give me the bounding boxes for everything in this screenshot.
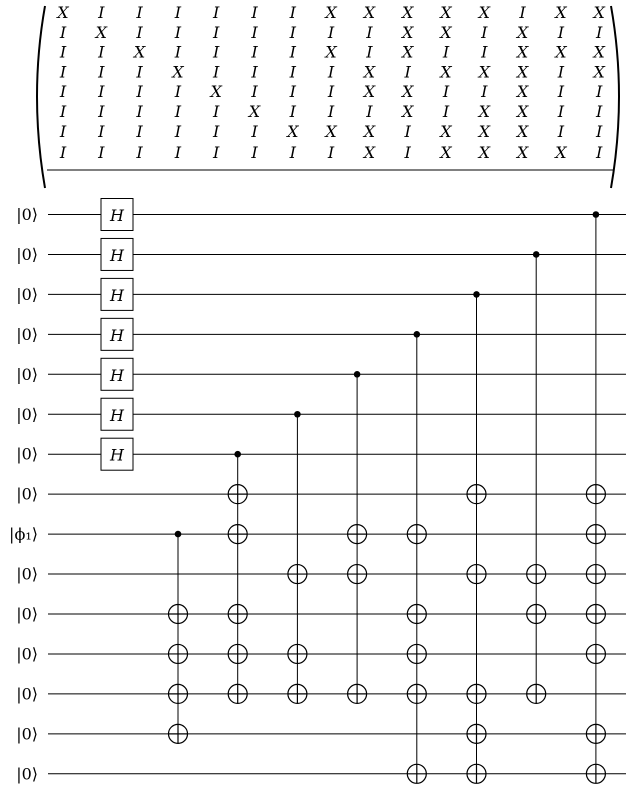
hadamard-gate [101, 318, 133, 350]
qubit-label: |0⟩ [16, 724, 38, 744]
matrix-cell: X [402, 42, 414, 62]
hadamard-label: H [110, 325, 124, 345]
matrix-cell: X [363, 62, 376, 82]
matrix-cell: I [251, 62, 258, 82]
matrix-cell: I [174, 42, 182, 62]
cnot-target [467, 485, 486, 504]
cnot-target [467, 764, 486, 783]
cnot-column [288, 411, 307, 703]
matrix-cell: I [136, 22, 143, 42]
hadamard-label: H [110, 285, 124, 305]
cnot-target [228, 485, 247, 504]
qubit-label: |0⟩ [16, 564, 38, 584]
matrix-cell: I [404, 62, 411, 82]
cnot-target [288, 565, 307, 584]
matrix-cell: I [404, 143, 411, 163]
matrix-cell: X [325, 3, 337, 22]
cnot-column [407, 331, 426, 783]
matrix-cell: X [593, 42, 605, 62]
matrix-cell: I [174, 102, 182, 121]
matrix-cell: I [481, 22, 488, 42]
matrix-cell: I [327, 62, 335, 82]
matrix-cell: I [557, 102, 565, 121]
hadamard-label: H [110, 365, 124, 385]
matrix-cell: I [136, 121, 143, 141]
cnot-target [586, 644, 605, 663]
matrix-cell: I [136, 3, 143, 22]
cnot-target [586, 605, 605, 624]
cnot-target [169, 644, 188, 663]
matrix-cell: X [555, 3, 567, 22]
matrix-cell: I [481, 82, 488, 102]
matrix-cell: I [59, 102, 67, 121]
cnot-target [228, 525, 247, 544]
cnot-target [348, 684, 367, 703]
matrix-cell: I [213, 121, 220, 141]
matrix-cell: I [136, 62, 143, 82]
matrix-cell: X [478, 3, 490, 22]
cnot-target [348, 565, 367, 584]
matrix-cell: I [557, 82, 565, 102]
matrix-cell: I [596, 22, 603, 42]
matrix-cell: X [440, 143, 452, 163]
quantum-circuit [9, 199, 626, 784]
cnot-target [467, 724, 486, 743]
matrix-cell: X [593, 62, 605, 82]
control-dot [414, 331, 421, 338]
matrix-cell: I [98, 82, 105, 102]
matrix-cell: I [98, 121, 105, 141]
matrix-cell: I [251, 22, 258, 42]
matrix-cell: X [440, 22, 452, 42]
matrix-cell: I [557, 22, 565, 42]
right-paren [611, 6, 619, 188]
cnot-target [586, 724, 605, 743]
cnot-target [527, 565, 546, 584]
cnot-target [288, 684, 307, 703]
matrix-cell: I [442, 82, 450, 102]
matrix-cell: X [478, 62, 490, 82]
matrix-cell: I [519, 3, 526, 22]
matrix-cell: X [402, 82, 414, 102]
cnot-target [169, 724, 188, 743]
cnot-target [586, 764, 605, 783]
matrix-cell: X [516, 143, 529, 163]
matrix-cell: X [516, 102, 529, 121]
cnot-target [169, 684, 188, 703]
qubit-label: |0⟩ [16, 284, 38, 304]
qubit-label: |0⟩ [16, 484, 38, 504]
cnot-target [407, 605, 426, 624]
matrix-cell: X [172, 62, 184, 82]
cnot-column [169, 531, 188, 744]
matrix-cell: X [325, 121, 337, 141]
matrix-cell: I [98, 102, 105, 121]
matrix-cell: I [251, 121, 258, 141]
matrix-cell: I [289, 62, 296, 82]
matrix-cell: I [251, 82, 258, 102]
matrix-cell: I [289, 42, 296, 62]
matrix-cell: I [289, 102, 296, 121]
matrix-cell: X [325, 42, 337, 62]
cnot-column [228, 451, 247, 704]
cnot-target [467, 684, 486, 703]
matrix-cell: I [174, 121, 182, 141]
matrix-cell: X [593, 3, 605, 22]
matrix-cell: I [557, 62, 565, 82]
qubit-label: |0⟩ [16, 364, 38, 384]
matrix-cell: X [210, 82, 222, 102]
cnot-target [407, 684, 426, 703]
cnot-target [586, 525, 605, 544]
matrix-cell: X [363, 143, 376, 163]
matrix-cell: I [136, 102, 143, 121]
matrix-cell: I [251, 42, 258, 62]
matrix-cell: I [174, 3, 182, 22]
matrix-cell: X [555, 143, 567, 163]
matrix-cell: I [442, 102, 450, 121]
cnot-target [407, 764, 426, 783]
matrix-cell: I [213, 3, 220, 22]
cnot-column [586, 211, 605, 783]
matrix-cell: X [478, 121, 490, 141]
cnot-target [228, 684, 247, 703]
cnot-target [169, 605, 188, 624]
matrix-cell: X [248, 102, 261, 121]
qubit-label: |ϕ₁⟩ [9, 524, 38, 544]
qubit-label: |0⟩ [16, 404, 38, 424]
matrix-cell: I [136, 143, 143, 163]
matrix-cell: I [442, 42, 450, 62]
qubit-label: |0⟩ [16, 205, 38, 224]
hadamard-label: H [110, 206, 124, 225]
hadamard-gate [101, 199, 133, 231]
stabilizer-matrix [37, 3, 619, 188]
matrix-cell: I [327, 22, 335, 42]
control-dot [294, 411, 301, 418]
qubit-label: |0⟩ [16, 604, 38, 624]
matrix-cell: I [174, 22, 182, 42]
control-dot [175, 531, 182, 538]
cnot-target [586, 565, 605, 584]
matrix-cell: X [95, 22, 107, 42]
matrix-cell: I [59, 82, 67, 102]
matrix-cell: X [516, 62, 529, 82]
cnot-target [228, 605, 247, 624]
matrix-cell: I [289, 22, 296, 42]
matrix-cell: I [98, 62, 105, 82]
matrix-cell: I [327, 102, 335, 121]
matrix-cell: I [174, 82, 182, 102]
matrix-cell: I [213, 22, 220, 42]
qubit-label: |0⟩ [16, 764, 38, 784]
matrix-cell: I [98, 42, 105, 62]
control-dot [593, 211, 600, 218]
matrix-cell: I [59, 62, 67, 82]
matrix-cell: I [98, 3, 105, 22]
matrix-cell: X [440, 62, 452, 82]
hadamard-gate [101, 398, 133, 430]
matrix-cell: X [402, 3, 414, 22]
matrix-cell: I [174, 143, 182, 163]
control-dot [533, 251, 540, 258]
control-dot [234, 451, 241, 458]
matrix-cell: I [366, 42, 373, 62]
matrix-cell: I [557, 121, 565, 141]
cnot-target [407, 525, 426, 544]
matrix-cell: I [213, 102, 220, 121]
qubit-label: |0⟩ [16, 444, 38, 464]
cnot-target [407, 644, 426, 663]
left-paren [37, 6, 45, 188]
matrix-cell: X [133, 42, 146, 62]
cnot-target [527, 684, 546, 703]
matrix-cell: I [289, 82, 296, 102]
matrix-cell: I [596, 121, 603, 141]
matrix-cell: I [327, 143, 335, 163]
hadamard-gate [101, 278, 133, 310]
cnot-target [228, 644, 247, 663]
qubit-label: |0⟩ [16, 644, 38, 664]
hadamard-gate [101, 238, 133, 270]
control-dot [354, 371, 361, 378]
matrix-cell: X [402, 102, 414, 121]
matrix-cell: I [366, 102, 373, 121]
matrix-cell: X [516, 22, 529, 42]
matrix-cell: I [98, 143, 105, 163]
matrix-cell: I [213, 42, 220, 62]
cnot-column [527, 251, 546, 703]
matrix-cell: X [440, 121, 452, 141]
matrix-cell: I [59, 121, 67, 141]
matrix-cell: I [596, 143, 603, 163]
matrix-cell: I [59, 22, 67, 42]
matrix-cell: X [287, 121, 299, 141]
matrix-cell: X [516, 42, 529, 62]
hadamard-label: H [110, 405, 124, 425]
cnot-target [586, 485, 605, 504]
matrix-cell: I [251, 3, 258, 22]
matrix-cell: X [363, 121, 376, 141]
matrix-cell: I [59, 42, 67, 62]
matrix-cell: I [289, 3, 296, 22]
matrix-cell: I [59, 143, 67, 163]
matrix-cell: X [478, 143, 490, 163]
matrix-cell: I [289, 143, 296, 163]
qubit-label: |0⟩ [16, 244, 38, 264]
matrix-cell: X [516, 82, 529, 102]
matrix-cell: I [596, 82, 603, 102]
matrix-cell: X [440, 3, 452, 22]
matrix-cell: X [363, 82, 376, 102]
hadamard-gate [101, 358, 133, 390]
cnot-column [467, 291, 486, 783]
qubit-label: |0⟩ [16, 684, 38, 704]
control-dot [473, 291, 480, 298]
matrix-cell: I [404, 121, 411, 141]
matrix-cell: X [555, 42, 567, 62]
qubit-label: |0⟩ [16, 324, 38, 344]
matrix-cell: X [402, 22, 414, 42]
hadamard-label: H [110, 245, 124, 265]
cnot-target [288, 644, 307, 663]
hadamard-label: H [110, 445, 124, 465]
hadamard-gate [101, 438, 133, 470]
cnot-target [348, 525, 367, 544]
cnot-target [527, 605, 546, 624]
matrix-cell: I [327, 82, 335, 102]
matrix-cell: I [596, 102, 603, 121]
cnot-target [467, 565, 486, 584]
matrix-cell: X [478, 102, 490, 121]
matrix-cell: X [363, 3, 376, 22]
matrix-cell: I [213, 143, 220, 163]
matrix-cell: I [213, 62, 220, 82]
matrix-cell: X [57, 3, 69, 22]
matrix-cell: I [136, 82, 143, 102]
matrix-cell: I [481, 42, 488, 62]
matrix-cell: I [251, 143, 258, 163]
matrix-cell: I [366, 22, 373, 42]
matrix-cell: X [516, 121, 529, 141]
